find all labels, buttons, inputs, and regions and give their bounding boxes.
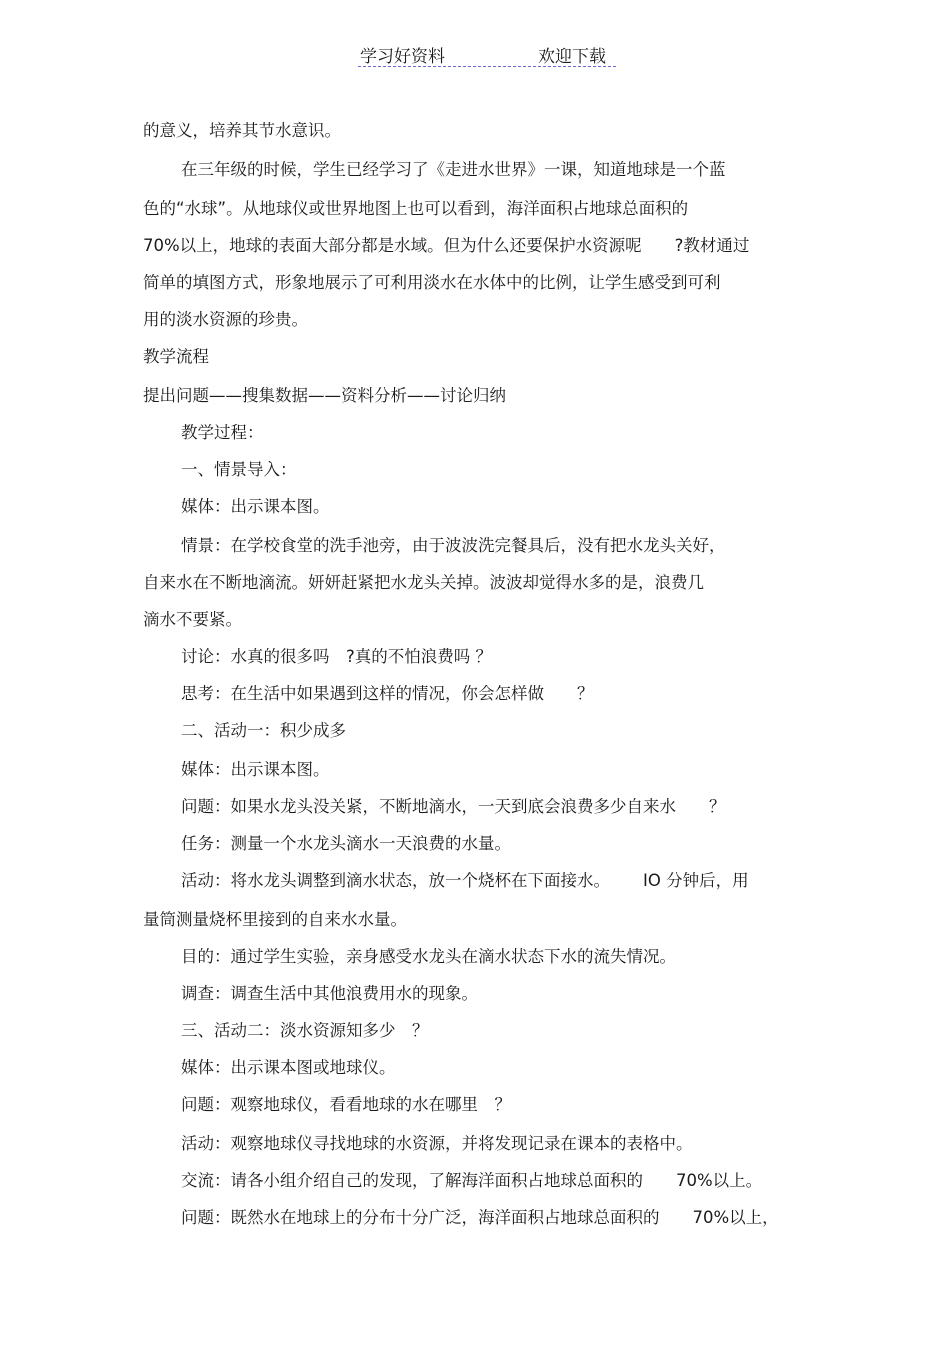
- text-line: 讨论：水真的很多吗 ?真的不怕浪费吗 ？: [181, 647, 493, 666]
- text-line: 问题：如果水龙头没关紧，不断地滴水，一天到底会浪费多少自来水 ？: [181, 797, 726, 816]
- page-header: [358, 40, 616, 67]
- header-left-text: 学习好资料: [360, 47, 445, 67]
- section-heading: 三、活动二：淡水资源知多少 ？: [181, 1021, 429, 1040]
- text-line: 量筒测量烧杯里接到的自来水水量。: [143, 910, 407, 929]
- text-line: 色的“水球”。从地球仪或世界地图上也可以看到，海洋面积占地球总面积的: [143, 199, 689, 218]
- text-line: 情景：在学校食堂的洗手池旁，由于波波洗完餐具后，没有把水龙头关好，: [181, 536, 726, 555]
- text-line: 调查：调查生活中其他浪费用水的现象。: [181, 984, 478, 1003]
- text-line: 问题：既然水在地球上的分布十分广泛，海洋面积占地球总面积的 70%以上，: [181, 1208, 779, 1227]
- text-line: 目的：通过学生实验，亲身感受水龙头在滴水状态下水的流失情况。: [181, 947, 676, 966]
- text-line: 交流：请各小组介绍自己的发现，了解海洋面积占地球总面积的 70%以上。: [181, 1171, 763, 1190]
- text-line: 媒体：出示课本图或地球仪。: [181, 1058, 396, 1077]
- text-line: 活动：将水龙头调整到滴水状态，放一个烧杯在下面接水。 IO 分钟后，用: [181, 871, 749, 890]
- section-heading: 教学流程: [143, 347, 209, 366]
- text-line: 活动：观察地球仪寻找地球的水资源，并将发现记录在课本的表格中。: [181, 1134, 693, 1153]
- text-line: 思考：在生活中如果遇到这样的情况，你会怎样做 ？: [181, 684, 594, 703]
- section-heading: 教学过程：: [181, 423, 264, 442]
- text-line: 简单的填图方式，形象地展示了可利用淡水在水体中的比例，让学生感受到可利: [143, 273, 721, 292]
- text-line: 提出问题——搜集数据——资料分析——讨论归纳: [143, 386, 506, 405]
- text-line: 问题：观察地球仪，看看地球的水在哪里 ？: [181, 1095, 511, 1114]
- text-line: 用的淡水资源的珍贵。: [143, 310, 308, 329]
- text-line: 自来水在不断地滴流。妍妍赶紧把水龙头关掉。波波却觉得水多的是，浪费几: [143, 573, 704, 592]
- text-line: 70%以上，地球的表面大部分都是水域。但为什么还要保护水资源呢 ?教材通过: [143, 236, 750, 255]
- text-line: 的意义，培养其节水意识。: [143, 121, 341, 140]
- text-line: 媒体：出示课本图。: [181, 497, 330, 516]
- text-line: 滴水不要紧。: [143, 610, 242, 629]
- text-line: 在三年级的时候，学生已经学习了《走进水世界》一课，知道地球是一个蓝: [181, 160, 726, 179]
- section-heading: 二、活动一：积少成多: [181, 721, 346, 740]
- header-right-text: 欢迎下载: [538, 47, 606, 67]
- text-line: 任务：测量一个水龙头滴水一天浪费的水量。: [181, 834, 511, 853]
- text-line: 媒体：出示课本图。: [181, 760, 330, 779]
- section-heading: 一、情景导入：: [181, 460, 297, 479]
